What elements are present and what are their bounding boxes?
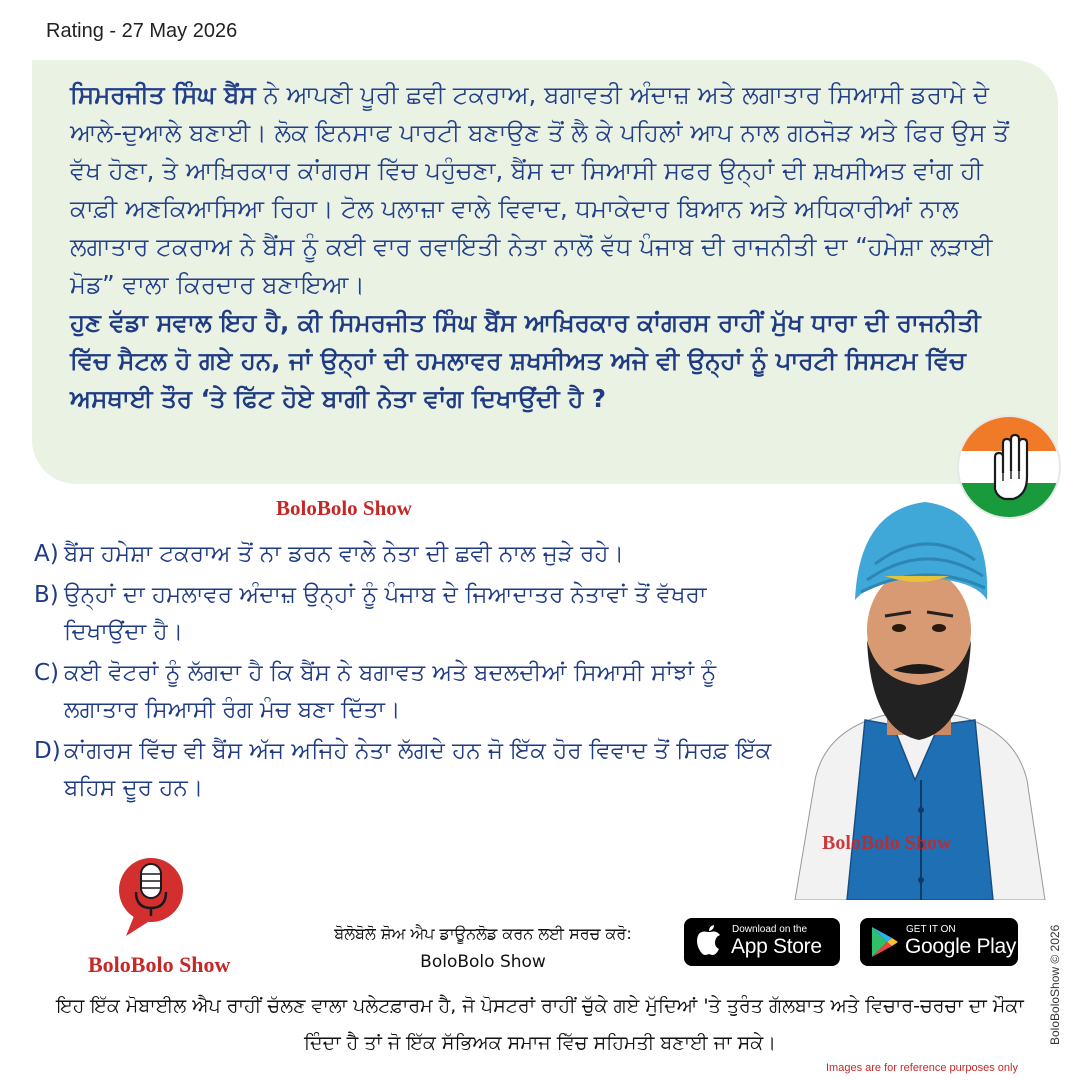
option-letter: D) [34, 738, 61, 764]
footer-description: ਇਹ ਇੱਕ ਮੋਬਾਈਲ ਐਪ ਰਾਹੀਂ ਚੱਲਣ ਵਾਲਾ ਪਲੇਟਫ਼ਾਰਮ ਹੈ, ਜੋ ਪੋਸਟਰਾਂ ਰਾਹੀਂ ਚੁੱਕੇ ਗਏ ਮੁੱਦਿਆਂ 'ਤੇ ਤੁਰੰਤ ਗੱਲਬਾਤ ਅਤੇ ਵਿਚਾਰ-ਚਰਚਾ ਦਾ ਮੌਕਾ ਦਿੰਦਾ ਹੈ ਤਾਂ ਜੋ ਇੱਕ ਸੱਭਿਅਕ ਸਮਾਜ ਵਿੱਚ ਸਹਿਮਤੀ ਬਣਾਈ ਜਾ ਸਕੇ। [56, 995, 1024, 1054]
microphone-icon [116, 850, 186, 950]
option-d[interactable] [34, 733, 794, 807]
option-c[interactable] [34, 655, 794, 729]
brand-watermark-middle: BoloBolo Show [276, 496, 412, 520]
apple-icon [694, 925, 724, 959]
brand-logo-text: BoloBolo Show [88, 952, 231, 977]
app-name: BoloBolo Show [420, 952, 546, 972]
option-text: ਉਨ੍ਹਾਂ ਦਾ ਹਮਲਾਵਰ ਅੰਦਾਜ਼ ਉਨ੍ਹਾਂ ਨੂੰ ਪੰਜਾਬ ਦੇ ਜਿਆਦਾਤਰ ਨੇਤਾਵਾਂ ਤੋਂ ਵੱਖਰਾ ਦਿਖਾਉਂਦਾ ਹੈ। [64, 582, 707, 645]
option-letter: B) [34, 582, 59, 608]
brand-watermark-portrait: BoloBolo Show [822, 832, 952, 854]
intro-paragraph [70, 76, 1018, 304]
rating-date: Rating - 27 May 2026 [46, 20, 238, 42]
main-question: ਹੁਣ ਵੱਡਾ ਸਵਾਲ ਇਹ ਹੈ, ਕੀ ਸਿਮਰਜੀਤ ਸਿੰਘ ਬੈਂਸ ਆਖ਼ਿਰਕਾਰ ਕਾਂਗਰਸ ਰਾਹੀਂ ਮੁੱਖ ਧਾਰਾ ਦੀ ਰਾਜਨੀਤੀ ਵਿੱਚ ਸੈਟਲ ਹੋ ਗਏ ਹਨ, ਜਾਂ ਉਨ੍ਹਾਂ ਦੀ ਹਮਲਾਵਰ ਸ਼ਖਸੀਅਤ ਅਜੇ ਵੀ ਉਨ੍ਹਾਂ ਨੂੰ ਪਾਰਟੀ ਸਿਸਟਮ ਵਿੱਚ ਅਸਥਾਈ ਤੌਰ ‘ਤੇ ਫਿੱਟ ਹੋਏ ਬਾਗੀ ਨੇਤਾ ਵਾਂਗ ਦਿਖਾਉਂਦੀ ਹੈ ? [70, 308, 981, 413]
option-b[interactable] [34, 577, 794, 651]
leader-name: ਸਿਮਰਜੀਤ ਸਿੰਘ ਬੈਂਸ [70, 80, 256, 109]
intro-text: ਨੇ ਆਪਣੀ ਪੂਰੀ ਛਵੀ ਟਕਰਾਅ, ਬਗਾਵਤੀ ਅੰਦਾਜ਼ ਅਤੇ ਲਗਾਤਾਰ ਸਿਆਸੀ ਡਰਾਮੇ ਦੇ ਆਲੇ-ਦੁਆਲੇ ਬਣਾਈ। ਲੋਕ ਇਨਸਾਫ ਪਾਰਟੀ ਬਣਾਉਣ ਤੋਂ ਲੈ ਕੇ ਪਹਿਲਾਂ ਆਪ ਨਾਲ ਗਠਜੋੜ ਅਤੇ ਫਿਰ ਉਸ ਤੋਂ ਵੱਖ ਹੋਣਾ, ਤੇ ਆਖ਼ਿਰਕਾਰ ਕਾਂਗਰਸ ਵਿੱਚ ਪਹੁੰਚਣਾ, ਬੈਂਸ ਦਾ ਸਿਆਸੀ ਸਫਰ ਉਨ੍ਹਾਂ ਦੀ ਸ਼ਖਸੀਅਤ ਵਾਂਗ ਹੀ ਕਾਫ਼ੀ ਅਣਕਿਆਸਿਆ ਰਿਹਾ। ਟੋਲ ਪਲਾਜ਼ਾ ਵਾਲੇ ਵਿਵਾਦ, ਧਮਾਕੇਦਾਰ ਬਿਆਨ ਅਤੇ ਅਧਿਕਾਰੀਆਂ ਨਾਲ ਲਗਾਤਾਰ ਟਕਰਾਅ ਨੇ ਬੈਂਸ ਨੂੰ ਕਈ ਵਾਰ ਰਵਾਇਤੀ ਨੇਤਾ ਨਾਲੋਂ ਵੱਧ ਪੰਜਾਬ ਦੀ ਰਾਜਨੀਤੀ ਦਾ “ਹਮੇਸ਼ਾ ਲੜਾਈ ਮੋਡ” ਵਾਲਾ ਕਿਰਦਾਰ ਬਣਾਇਆ। [70, 80, 1009, 299]
appstore-big-label: App Store [731, 935, 822, 958]
google-play-button[interactable] [860, 918, 1018, 966]
image-disclaimer: Images are for reference purposes only [826, 1062, 1018, 1074]
download-prompt [300, 920, 666, 976]
app-store-button[interactable] [684, 918, 840, 966]
google-play-icon [870, 926, 900, 958]
gplay-big-label: Google Play [905, 935, 1017, 958]
appstore-small-label: Download on the [732, 924, 808, 935]
intro-panel [32, 60, 1058, 484]
option-letter: A) [34, 541, 59, 567]
download-instruction: ਬੋਲੋਬੋਲੋ ਸ਼ੋਅ ਐਪ ਡਾਊਨਲੋਡ ਕਰਨ ਲਈ ਸਰਚ ਕਰੋ: [334, 924, 632, 943]
copyright-vertical: BoloBoloShow © 2026 [1048, 924, 1062, 1045]
gplay-small-label: GET IT ON [906, 924, 956, 935]
option-text: ਕਾਂਗਰਸ ਵਿੱਚ ਵੀ ਬੈਂਸ ਅੱਜ ਅਜਿਹੇ ਨੇਤਾ ਲੱਗਦੇ ਹਨ ਜੋ ਇੱਕ ਹੋਰ ਵਿਵਾਦ ਤੋਂ ਸਿਰਫ਼ ਇੱਕ ਬਹਿਸ ਦੂਰ ਹਨ। [64, 738, 772, 801]
option-text: ਕਈ ਵੋਟਰਾਂ ਨੂੰ ਲੱਗਦਾ ਹੈ ਕਿ ਬੈਂਸ ਨੇ ਬਗਾਵਤ ਅਤੇ ਬਦਲਦੀਆਂ ਸਿਆਸੀ ਸਾਂਝਾਂ ਨੂੰ ਲਗਾਤਾਰ ਸਿਆਸੀ ਰੰਗ ਮੰਚ ਬਣਾ ਦਿੱਤਾ। [64, 660, 717, 723]
option-text: ਬੈਂਸ ਹਮੇਸ਼ਾ ਟਕਰਾਅ ਤੋਂ ਨਾ ਡਰਨ ਵਾਲੇ ਨੇਤਾ ਦੀ ਛਵੀ ਨਾਲ ਜੁੜੇ ਰਹੇ। [64, 541, 625, 567]
options-list [34, 536, 794, 811]
option-letter: C) [34, 660, 60, 686]
option-a[interactable] [34, 536, 794, 573]
